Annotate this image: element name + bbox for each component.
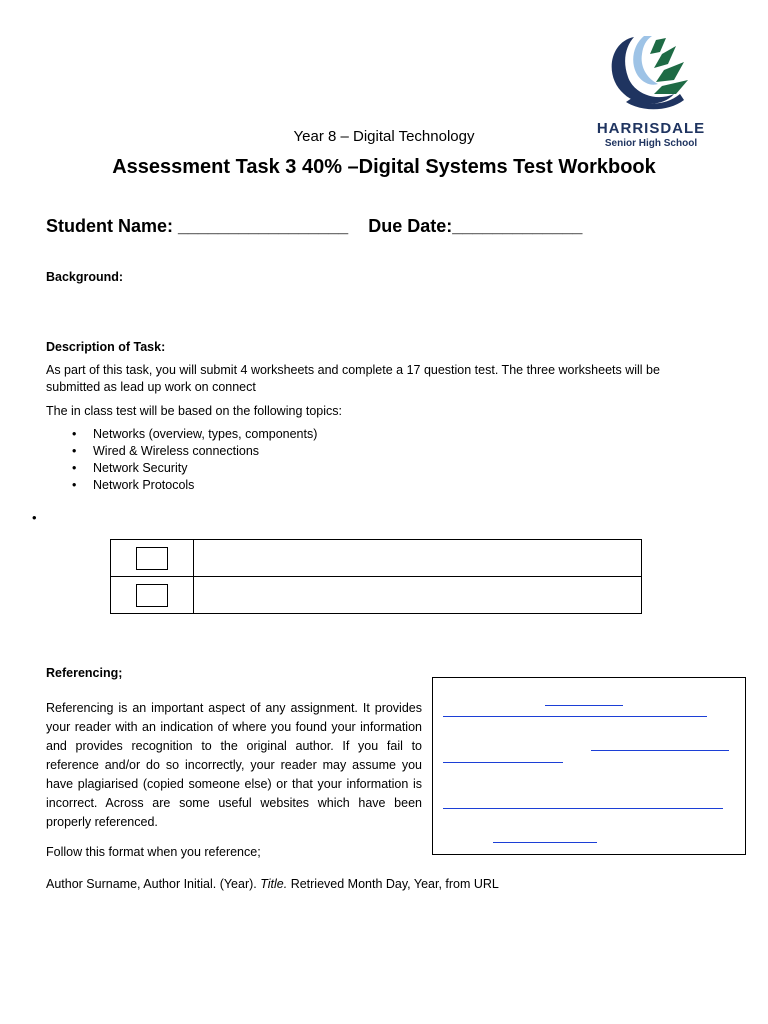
reference-link[interactable] [591, 750, 729, 751]
reference-link[interactable] [493, 842, 597, 843]
checklist-table [110, 539, 642, 614]
format-suffix: Retrieved Month Day, Year, from URL [287, 877, 499, 891]
subject-line: Year 8 – Digital Technology [293, 128, 475, 145]
format-prefix: Author Surname, Author Initial. (Year). [46, 877, 261, 891]
document-title: Assessment Task 3 40% –Digital Systems Test Workbook [112, 156, 656, 178]
reference-link[interactable] [443, 808, 723, 809]
school-subtitle: Senior High School [604, 138, 698, 149]
reference-link[interactable] [545, 705, 623, 706]
format-title: Title. [260, 877, 288, 891]
reference-link[interactable] [443, 762, 563, 763]
empty-bullet: • [32, 510, 37, 525]
list-item: • Wired & Wireless connections [72, 443, 317, 460]
reference-format [46, 876, 499, 893]
checklist-text-cell [194, 540, 642, 577]
student-name-due-date-row: Student Name: _________________ Due Date:_____________ [46, 216, 583, 236]
list-item: • Network Security [72, 460, 317, 477]
description-heading: Description of Task: [46, 340, 166, 354]
list-item: • Networks (overview, types, components) [72, 426, 317, 443]
checklist-text-cell [194, 577, 642, 614]
follow-format-text: Follow this format when you reference; [46, 845, 261, 859]
reference-links-box [432, 677, 746, 855]
school-name: HARRISDALE [596, 120, 706, 137]
list-item: • Network Protocols [72, 477, 317, 494]
referencing-heading: Referencing; [46, 666, 123, 680]
table-row [111, 577, 642, 614]
background-heading: Background: [46, 270, 124, 284]
topics-list [72, 426, 317, 494]
reference-link[interactable] [443, 716, 707, 717]
school-crest-icon [604, 32, 696, 114]
topics-intro: The in class test will be based on the following topics: [46, 404, 342, 418]
checkbox[interactable] [136, 547, 168, 570]
table-row [111, 540, 642, 577]
referencing-paragraph: Referencing is an important aspect of any assignment. It provides your reader with an indication of where you found your information and provides recognition to the original author. If you fail to reference and/or do so incorrectly, your reader may assume you have plagiarised (copied someone else) or that your information is incorrect. Across are some useful websites which have been properly referenced. [46, 701, 422, 829]
checkbox[interactable] [136, 584, 168, 607]
description-paragraph: As part of this task, you will submit 4 worksheets and complete a 17 question test. The three worksheets will be submitted as lead up work on connect [46, 363, 660, 394]
